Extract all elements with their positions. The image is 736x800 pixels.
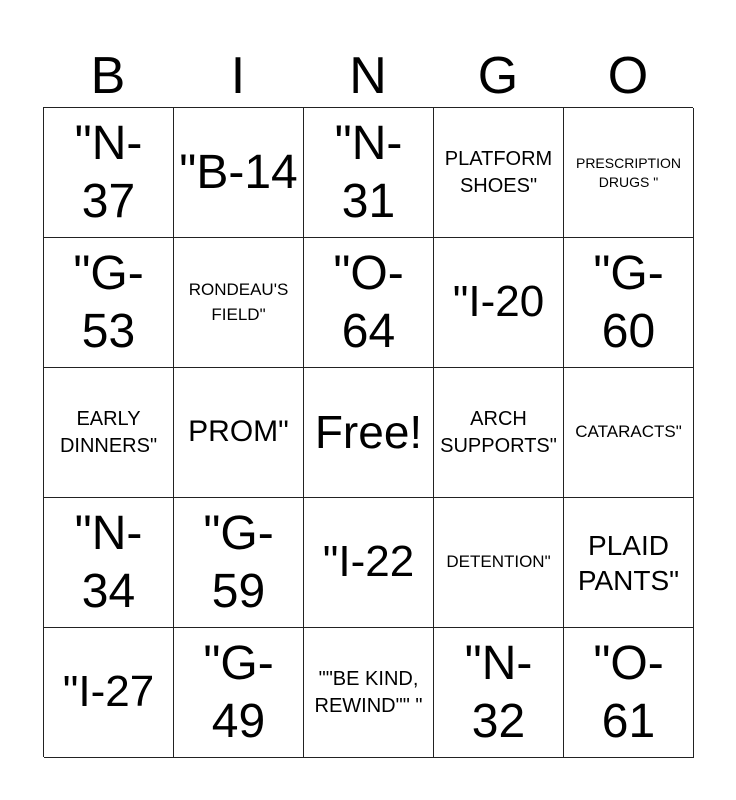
free-space-label: Free!	[314, 406, 423, 459]
cell-text: "G-49	[203, 636, 274, 748]
cell-text: "G-59	[203, 506, 274, 618]
bingo-cell[interactable]	[44, 628, 174, 758]
bingo-board	[43, 107, 693, 757]
bingo-cell[interactable]	[564, 108, 694, 238]
header-letter-g: G	[477, 47, 519, 105]
cell-text: "N-32	[464, 636, 533, 748]
cell-text: ARCH SUPPORTS"	[440, 407, 557, 457]
bingo-cell[interactable]	[174, 108, 304, 238]
cell-text: PLATFORM SHOES"	[444, 147, 553, 197]
bingo-cell[interactable]	[174, 238, 304, 368]
cell-text: EARLY DINNERS"	[59, 407, 158, 457]
bingo-cell[interactable]	[434, 108, 564, 238]
free-space-cell[interactable]	[304, 368, 434, 498]
bingo-cell[interactable]	[434, 368, 564, 498]
bingo-cell[interactable]	[434, 238, 564, 368]
cell-text: PLAID PANTS"	[577, 529, 680, 596]
cell-text: RONDEAU'S FIELD"	[188, 279, 289, 324]
cell-text: "G-53	[73, 246, 144, 358]
cell-text: "N-31	[334, 116, 403, 228]
cell-text: "G-60	[593, 246, 664, 358]
header-letter-b: B	[90, 47, 126, 105]
header-letter-n: N	[349, 47, 387, 105]
bingo-header	[43, 44, 693, 108]
bingo-cell[interactable]	[44, 238, 174, 368]
cell-text: ""BE KIND, REWIND"" "	[314, 667, 423, 717]
bingo-cell[interactable]	[174, 498, 304, 628]
cell-text: "N-37	[74, 116, 143, 228]
bingo-cell[interactable]	[564, 628, 694, 758]
bingo-cell[interactable]	[564, 498, 694, 628]
cell-text: "O-61	[593, 636, 664, 748]
cell-text: PRESCRIPTION DRUGS "	[575, 154, 681, 190]
cell-text: "I-20	[452, 277, 545, 327]
bingo-cell[interactable]	[44, 368, 174, 498]
cell-text: DETENTION"	[446, 552, 551, 572]
cell-text: "N-34	[74, 506, 143, 618]
cell-text: "B-14	[179, 145, 298, 199]
bingo-cell[interactable]	[564, 368, 694, 498]
cell-text: "I-22	[322, 537, 415, 587]
header-letter-i: I	[230, 47, 246, 105]
bingo-cell[interactable]	[174, 628, 304, 758]
bingo-cell[interactable]	[44, 498, 174, 628]
bingo-cell[interactable]	[44, 108, 174, 238]
cell-text: "O-64	[333, 246, 404, 358]
cell-text: "I-27	[62, 667, 155, 717]
bingo-cell[interactable]	[304, 238, 434, 368]
header-letter-o: O	[607, 47, 649, 105]
bingo-cell[interactable]	[304, 108, 434, 238]
bingo-cell[interactable]	[304, 498, 434, 628]
cell-text: PROM"	[188, 415, 289, 449]
bingo-cell[interactable]	[174, 368, 304, 498]
bingo-cell[interactable]	[564, 238, 694, 368]
bingo-cell[interactable]	[434, 498, 564, 628]
bingo-cell[interactable]	[304, 628, 434, 758]
bingo-cell[interactable]	[434, 628, 564, 758]
cell-text: CATARACTS"	[575, 422, 682, 442]
